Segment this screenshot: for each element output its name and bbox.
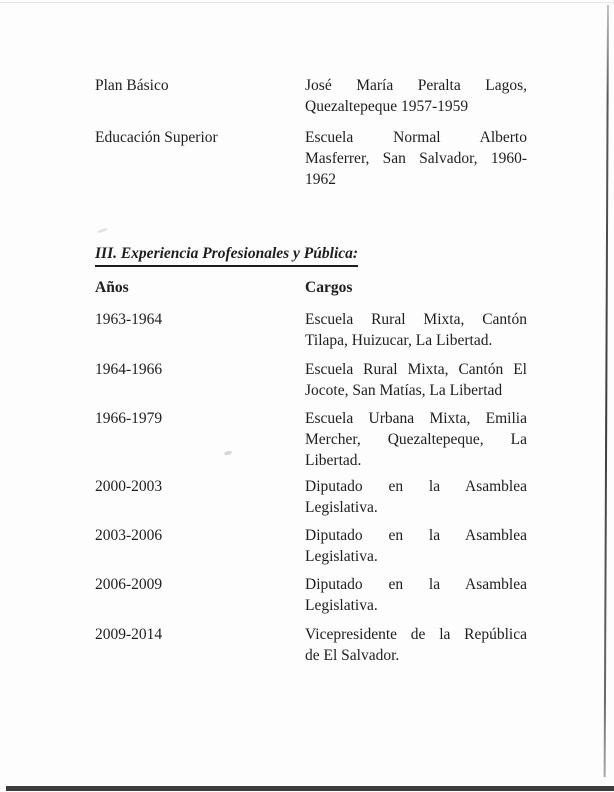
text-line: de El Salvador. [305,647,400,664]
text-line: Masferrer, San Salvador, 1960- [305,150,527,167]
experience-description [305,574,527,616]
experience-row [95,624,527,666]
experience-label: 2003-2006 [95,527,163,544]
text-line: Escuela Rural Mixta, Cantón El [305,361,527,378]
experience-row [95,309,527,351]
text-line: Legislativa. [305,597,378,614]
text-line: Diputado en la Asamblea [305,478,527,495]
text-line: Escuela Rural Mixta, Cantón [305,311,527,328]
scan-edge-bottom-bar [6,786,614,791]
text-line: Escuela Urbana Mixta, Emilia [305,410,527,427]
column-header-cargos: Cargos [305,279,353,296]
experience-description [305,624,527,666]
text-line: Tilapa, Huizucar, La Libertad. [305,332,493,349]
education-description [305,127,527,190]
text-line: Libertad. [305,452,362,469]
experience-label: 2006-2009 [95,576,163,593]
education-label: Educación Superior [95,129,218,146]
text-line: Jocote, San Matías, La Libertad [305,382,503,399]
text-line: Vicepresidente de la República [305,626,527,643]
experience-description [305,408,527,471]
experience-label: 2000-2003 [95,478,163,495]
experience-row [95,574,527,616]
experience-description [305,309,527,351]
experience-label: 1963-1964 [95,311,163,328]
experience-description [305,476,527,518]
experience-label: 2009-2014 [95,626,163,643]
scan-smudge [97,227,108,233]
text-line: Escuela Normal Alberto [305,129,527,146]
text-line: Quezaltepeque 1957-1959 [305,98,469,115]
experience-label: 1964-1966 [95,361,163,378]
experience-description [305,525,527,567]
experience-row [95,476,527,518]
text-line: Legislativa. [305,499,378,516]
section-heading [95,243,358,267]
education-label: Plan Básico [95,77,169,94]
text-line: José María Peralta Lagos, [305,77,527,94]
column-header-anos: Años [95,279,129,296]
scan-edge-top-line [0,2,614,3]
experience-row [95,525,527,567]
text-line: Diputado en la Asamblea [305,576,527,593]
text-line: Diputado en la Asamblea [305,527,527,544]
experience-label: 1966-1979 [95,410,163,427]
education-row [95,75,527,117]
text-line: 1962 [305,171,336,188]
text-line: Mercher, Quezaltepeque, La [305,431,527,448]
experience-description [305,359,527,401]
education-row [95,127,527,190]
experience-row [95,359,527,401]
education-description [305,75,527,117]
experience-row [95,408,527,471]
scan-edge-right-line [604,5,609,777]
text-line: Legislativa. [305,548,378,565]
section-heading-text: III. Experiencia Profesionales y Pública: [95,243,358,267]
